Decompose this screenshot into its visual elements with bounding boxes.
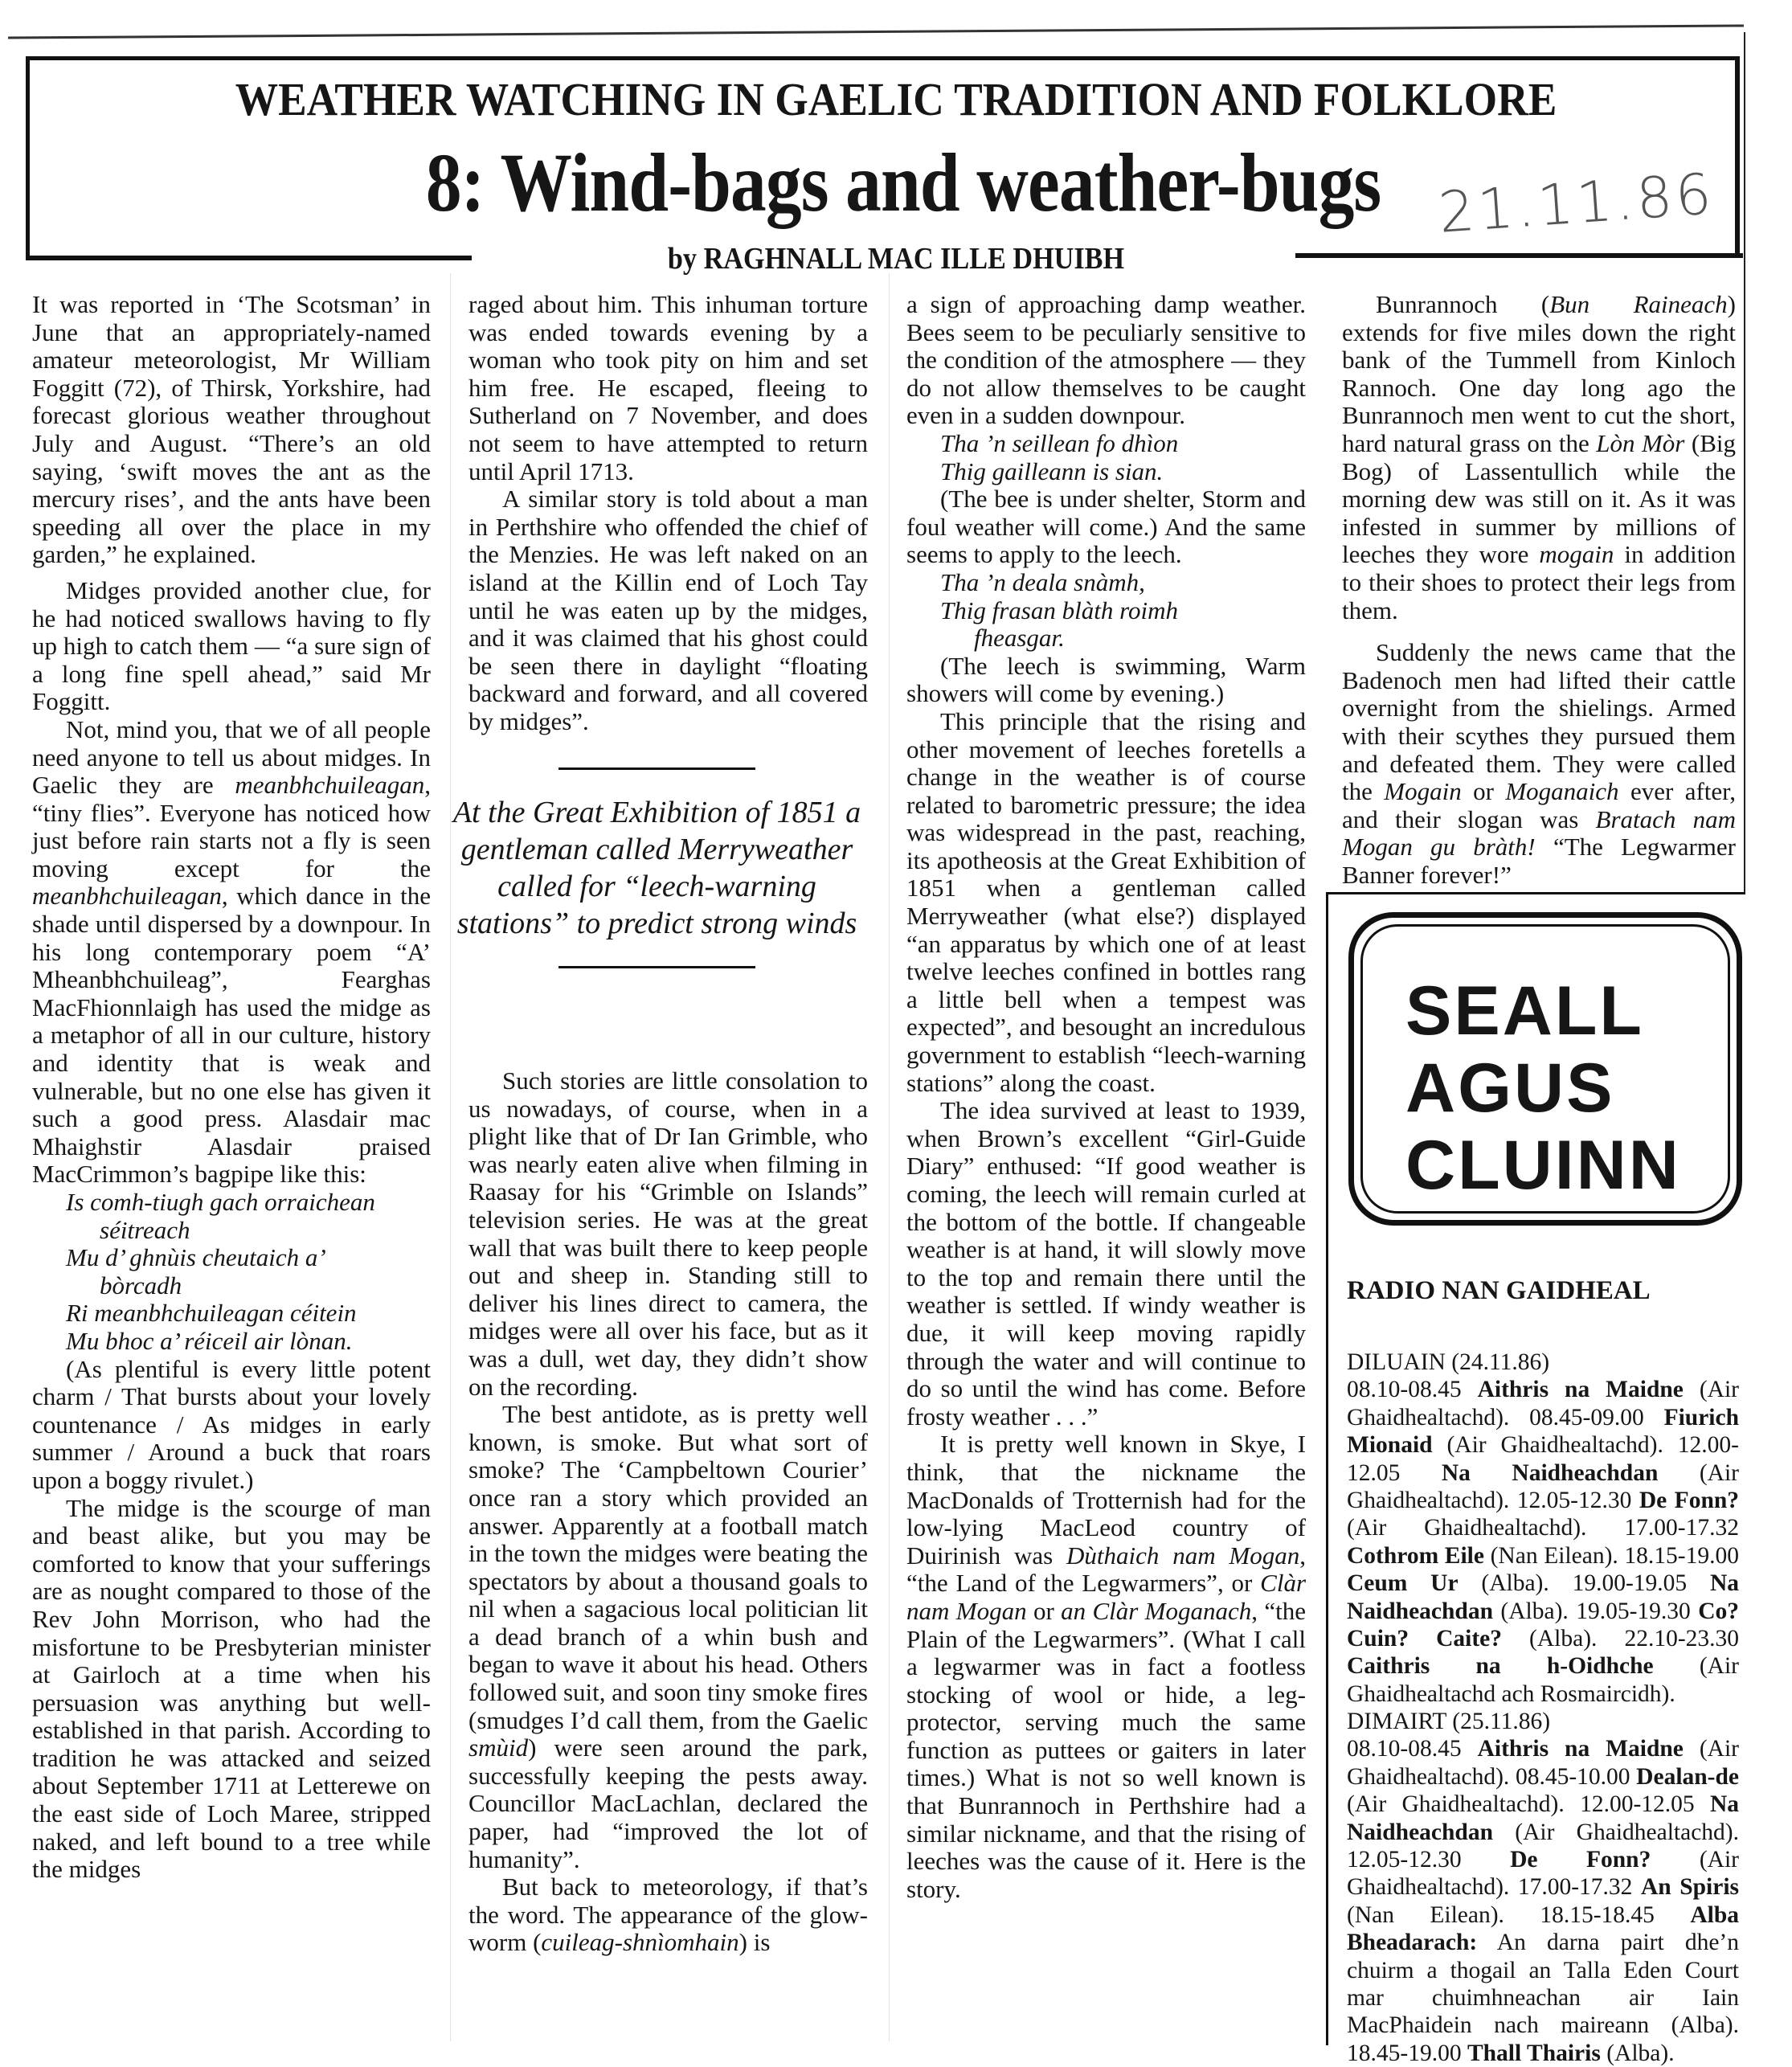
- programme-note: (Nan Eilean).: [1490, 1542, 1618, 1569]
- programme-title: Aithris na Maidne: [1477, 1736, 1684, 1762]
- gaelic-verse: Tha ’n deala snàmh, Thig frasan blàth roimh fheasgar.: [940, 567, 1178, 653]
- paragraph: It was reported in ‘The Scotsman’ in June that an appropriately-named amateur meteorologist, Mr William Foggitt (72), of Thirsk, Yorkshire, had forecast glorious weather throughout July and August. “There’s an old saying, ‘swift moves the ant as the mercury rises’, and the ants have been speeding all over the place in my garden,” he explained.: [32, 290, 431, 569]
- paragraph: Bunrannoch (Bun Raineach) extends for five miles down the right bank of the Tummell from Kinloch Rannoch. One day long ago the Bunrannoch men went to cut the short, hard natural grass on the Lòn Mòr (Big Bog) of Lassentullich while the morning dew was still on it. As it was infested in summer by millions of leeches they wore mogain in addition to their shoes to protect their legs from them.: [1342, 290, 1737, 624]
- programme-time: 18.15-18.45: [1540, 1901, 1655, 1928]
- programme-note: (Air Ghaidhealtachd).: [1347, 1791, 1565, 1818]
- column-divider: [450, 273, 451, 2041]
- paragraph: (The leech is swimming, Warm showers will come by evening.): [906, 651, 1306, 708]
- programme-time: 08.45-10.00: [1515, 1763, 1630, 1790]
- article-column-4: [1342, 291, 1736, 889]
- programme-title: Caithris na h-Oidhche: [1347, 1653, 1654, 1680]
- programme-time: 08.45-09.00: [1529, 1404, 1644, 1431]
- gaelic-term: meanbhchuileagan: [235, 771, 425, 800]
- programme-title: Dealan-de: [1636, 1763, 1739, 1790]
- programme-title: De Fonn?: [1510, 1847, 1651, 1873]
- paragraph: (As plentiful is every little potent charm / That bursts about your lovely countenance / As midges in early summer / Around a buck that roars upon a boggy rivulet.): [32, 1354, 431, 1494]
- article-column-1: [32, 291, 431, 1884]
- article-column-3: [906, 291, 1306, 1903]
- radio-listings-title: RADIO NAN GAIDHEAL: [1347, 1276, 1651, 1305]
- paragraph: Suddenly the news came that the Badenoch men had lifted their cattle overnight from the shielings. Armed with their scythes they pursued them and defeated them. They were called the Mogain or Moganaich ever after, and their slogan was Bratach nam Mogan gu bràth! “The Legwarmer Banner forever!”: [1342, 638, 1737, 889]
- programme-title: Aithris na Maidne: [1477, 1377, 1684, 1403]
- paragraph: It is pretty well known in Skye, I think, that the nickname the MacDonalds of Trotternish had for the low-lying MacLeod country of Duirinish was Dùthaich nam Mogan, “the Land of the Legwarmers”, or Clàr nam Mogan or an Clàr Moganach, “the Plain of the Legwarmers”. (What I call a legwarmer was in fact a footless stocking of wool or hide, a leg-protector, serving much the same function as puttees or gaiters in later times.) What is not so well known is that Bunrannoch in Perthshire had a similar nickname, and that the rising of leeches was the cause of it. Here is the story.: [906, 1430, 1307, 1903]
- gaelic-term: Mogain: [1384, 777, 1462, 806]
- paragraph: (The bee is under shelter, Storm and foul weather will come.) And the same seems to apply to the leech.: [906, 485, 1306, 569]
- programme-time: 18.45-19.00: [1347, 2040, 1462, 2066]
- paragraph: The midge is the scourge of man and beast alike, but you may be comforted to know that your sufferings are as nought compared to those of the Rev John Morrison, who had the misfortune to be Presbyterian minister at Gairloch at a time when his persuasion was anything but well-established in that parish. According to tradition he was attacked and seized about September 1711 at Letterewe on the east side of Loch Maree, stripped naked, and left bound to a tree while the midges: [32, 1493, 431, 1884]
- programme-title: Alba Bheadarach:: [1347, 1901, 1739, 1956]
- paragraph: Such stories are little consolation to us nowadays, of course, when in a plight like that of Dr Ian Grimble, who was nearly eaten alive when filming in Raasay for his “Grimble on Islands” television series. He was at the great wall that was built there to keep people out and sheep in. Standing still to deliver his lines direct to camera, the midges were all over his face, but as it was a dull, wet day, they didn’t show on the recording.: [468, 1066, 868, 1401]
- programme-note: (Air Ghaidhealtachd).: [1515, 1819, 1739, 1845]
- programme-note: An darna pairt dhe’n chuirm a thogail an Talla Eden Court mar chuimhneachan air Iain MacPhaidein nach maireann (Alba).: [1347, 1930, 1740, 2039]
- programme-note: (Alba).: [1529, 1626, 1598, 1652]
- story-frame-bottom: [1326, 892, 1745, 894]
- programme-title: Fiurich Mionaid: [1347, 1404, 1739, 1459]
- day-heading: DIMAIRT (25.11.86): [1347, 1709, 1551, 1734]
- paragraph: a sign of approaching damp weather. Bees seem to be peculiarly sensitive to the condition of the atmosphere — they do not allow themselves to be caught even in a sudden downpour.: [906, 290, 1306, 430]
- programme-title: Na Naidheachdan: [1347, 1791, 1739, 1845]
- programme-list: [1347, 1376, 1739, 1708]
- pull-quote-rule-top: [558, 767, 755, 770]
- paragraph: But back to meteorology, if that’s the word. The appearance of the glow-worm (cuileag-shnìomhain) is: [468, 1873, 868, 1957]
- article-headline: 8: Wind-bags and weather-bugs: [425, 137, 1381, 229]
- programme-note: (Air Ghaidhealtachd).: [1347, 1847, 1740, 1901]
- programme-time: 17.00-17.32: [1624, 1515, 1739, 1541]
- programme-title: Ceum Ur: [1347, 1570, 1459, 1597]
- programme-time: 12.05-12.30: [1516, 1488, 1632, 1514]
- programme-title: De Fonn?: [1639, 1488, 1740, 1514]
- gaelic-term: Lòn Mòr: [1596, 428, 1685, 457]
- pull-quote-box: [446, 767, 868, 1065]
- programme-note: (Alba).: [1606, 2040, 1675, 2066]
- programme-note: (Air Ghaidhealtachd).: [1347, 1377, 1740, 1431]
- logo-text: SEALL AGUS CLUINN: [1405, 972, 1681, 1204]
- programme-time: 22.10-23.30: [1624, 1626, 1740, 1652]
- radio-day-listing: [1347, 1708, 1739, 2067]
- gaelic-verse: Tha ’n seillean fo dhìon Thig gailleann is sian.: [940, 428, 1179, 485]
- gaelic-verse: Is comh-tiugh gach orraichean séitreach Mu d’ ghnùis cheutaich a’ bòrcadh Ri meanbhchuileagan céitein Mu bhoc a’ réiceil air lònan.: [66, 1188, 375, 1355]
- pull-quote: At the Great Exhibition of 1851 a gentleman called Merryweather called for “leech-warning stations” to predict strong winds: [452, 796, 861, 940]
- gaelic-term: meanbhchuileagan: [32, 882, 222, 911]
- programme-time: 12.00-12.05: [1580, 1791, 1695, 1818]
- paragraph: This principle that the rising and other movement of leeches foretells a change in the weather is of course related to barometric pressure; the idea was widespread in the past, reaching, its apotheosis at the Great Exhibition of 1851 when a gentleman called Merryweather (what else?) displayed “an apparatus by which one of at least twelve leeches confined in bottles rang a little bell when a tempest was expected”, and besought an incredulous government to establish “leech-warning stations” along the coast.: [906, 706, 1306, 1097]
- gaelic-term: Dùthaich nam Mogan: [1066, 1541, 1300, 1570]
- radio-day-listing: [1347, 1349, 1739, 1708]
- programme-time: 08.10-08.45: [1347, 1377, 1462, 1403]
- paragraph: Midges provided another clue, for he had noticed swallows having to fly up high to catch them — “a sure sign of a long fine spell ahead,” said Mr Foggitt.: [32, 575, 431, 716]
- handwritten-date: 21.11.86: [1436, 161, 1717, 246]
- programme-time: 19.00-19.05: [1572, 1570, 1688, 1597]
- programme-time: 19.05-19.30: [1576, 1598, 1691, 1624]
- programme-title: Co? Cuin? Caite?: [1347, 1598, 1740, 1652]
- paragraph: The idea survived at least to 1939, when Brown’s excellent “Girl-Guide Diary” enthused: “If good weather is coming, the leech will remain curled at the bottom of the bottle. If changeable weather is at hand, it will slowly move to the top and remain there until the weather is settled. If windy weather is due, it will keep moving rapidly through the water and will continue to do so until the wind has come. Before frosty weather . . .”: [906, 1096, 1306, 1431]
- seall-agus-cluinn-logo: [1348, 912, 1742, 1226]
- programme-note: (Alba).: [1500, 1598, 1569, 1624]
- gaelic-term: Moganaich: [1505, 777, 1619, 806]
- programme-time: 17.00-17.32: [1517, 1874, 1633, 1901]
- programme-time: 18.15-19.00: [1624, 1542, 1739, 1569]
- series-kicker: WEATHER WATCHING IN GAELIC TRADITION AND FOLKLORE: [235, 73, 1557, 125]
- programme-note: (Air Ghaidhealtachd).: [1347, 1515, 1587, 1541]
- programme-note: (Nan Eilean).: [1347, 1901, 1504, 1928]
- gaelic-term: Clàr nam Mogan: [906, 1569, 1307, 1625]
- day-heading: DILUAIN (24.11.86): [1347, 1349, 1550, 1375]
- programme-title: Na Naidheachdan: [1347, 1570, 1740, 1624]
- programme-note: (Air Ghaidhealtachd ach Rosmaircidh).: [1347, 1653, 1739, 1707]
- article-column-2: [468, 291, 868, 736]
- programme-list: [1347, 1735, 1739, 2067]
- programme-time: 12.05-12.30: [1347, 1847, 1462, 1873]
- programme-title: Na Naidheachdan: [1441, 1459, 1659, 1486]
- gaelic-term: Bun Raineach: [1549, 290, 1728, 318]
- byline: by RAGHNALL MAC ILLE DHUIBH: [667, 242, 1125, 276]
- paragraph: Not, mind you, that we of all people need anyone to tell us about midges. In Gaelic they are meanbhchuileagan, “tiny flies”. Everyone has noticed how just before rain starts not a fly is seen moving except for the meanbhchuileagan, which dance in the shade until dispersed by a downpour. In his long contemporary poem “A’ Mheanbhchuileag”, Fearghas MacFhionnlaigh has used the midge as a metaphor of all in our culture, history and identity that is weak and vulnerable, but no one else has given it such a good press. Alasdair mac Mhaighstir Alasdair praised MacCrimmon’s bagpipe like this:: [32, 714, 431, 1189]
- gaelic-term: mogain: [1539, 540, 1614, 569]
- programme-note: (Air Ghaidhealtachd).: [1347, 1736, 1740, 1790]
- pull-quote-rule-bottom: [558, 966, 755, 968]
- programme-title: Cothrom Eile: [1347, 1542, 1484, 1569]
- paragraph: raged about him. This inhuman torture was ended towards evening by a woman who took pity on him and set him free. He escaped, fleeing to Sutherland on 7 November, and does not seem to have attempted to return until April 1713.: [468, 290, 868, 485]
- radio-frame-left: [1326, 892, 1328, 2045]
- gaelic-slogan: Bratach nam Mogan gu bràth!: [1342, 804, 1736, 862]
- gaelic-term: cuileag-shnìomhain: [541, 1928, 739, 1957]
- programme-note: (Air Ghaidhealtachd).: [1347, 1459, 1740, 1514]
- headline-frame-edge: [1736, 56, 1740, 258]
- programme-time: 12.00-12.05: [1347, 1432, 1739, 1486]
- programme-title: An Spiris: [1640, 1874, 1740, 1901]
- story-frame-right: [1744, 32, 1745, 894]
- paragraph: The best antidote, as is pretty well known, is smoke. But what sort of smoke? The ‘Campbeltown Courier’ once ran a story which provided an answer. Apparently at a football match in the town the midges were beating the spectators by about a thousand goals to nil when a sagacious local politician lit a dead branch of a whin bush and began to wave it about his head. Others followed suit, and soon tiny smoke fires (smudges I’d call them, from the Gaelic smùid) were seen around the park, successfully keeping the pests away. Councillor MacLachlan, declared the paper, had “improved the lot of humanity”.: [468, 1400, 868, 1873]
- paragraph: A similar story is told about a man in Perthshire who offended the chief of the Menzies. He was left naked on an island at the Killin end of Loch Tay until he was eaten up by the midges, and it was claimed that his ghost could be seen there in daylight “floating backward and forward, and all covered by midges”.: [468, 485, 868, 735]
- programme-note: (Alba).: [1481, 1570, 1549, 1597]
- programme-note: (Air Ghaidhealtachd).: [1446, 1432, 1663, 1459]
- programme-title: Thall Thairis: [1467, 2040, 1601, 2066]
- gaelic-term: an Clàr Moganach: [1061, 1596, 1252, 1625]
- column-divider: [889, 273, 890, 2041]
- article-column-2-continued: [468, 1067, 868, 1957]
- programme-time: 08.10-08.45: [1347, 1736, 1462, 1762]
- page-top-rule: [8, 24, 1744, 39]
- gaelic-term: smùid: [468, 1733, 529, 1762]
